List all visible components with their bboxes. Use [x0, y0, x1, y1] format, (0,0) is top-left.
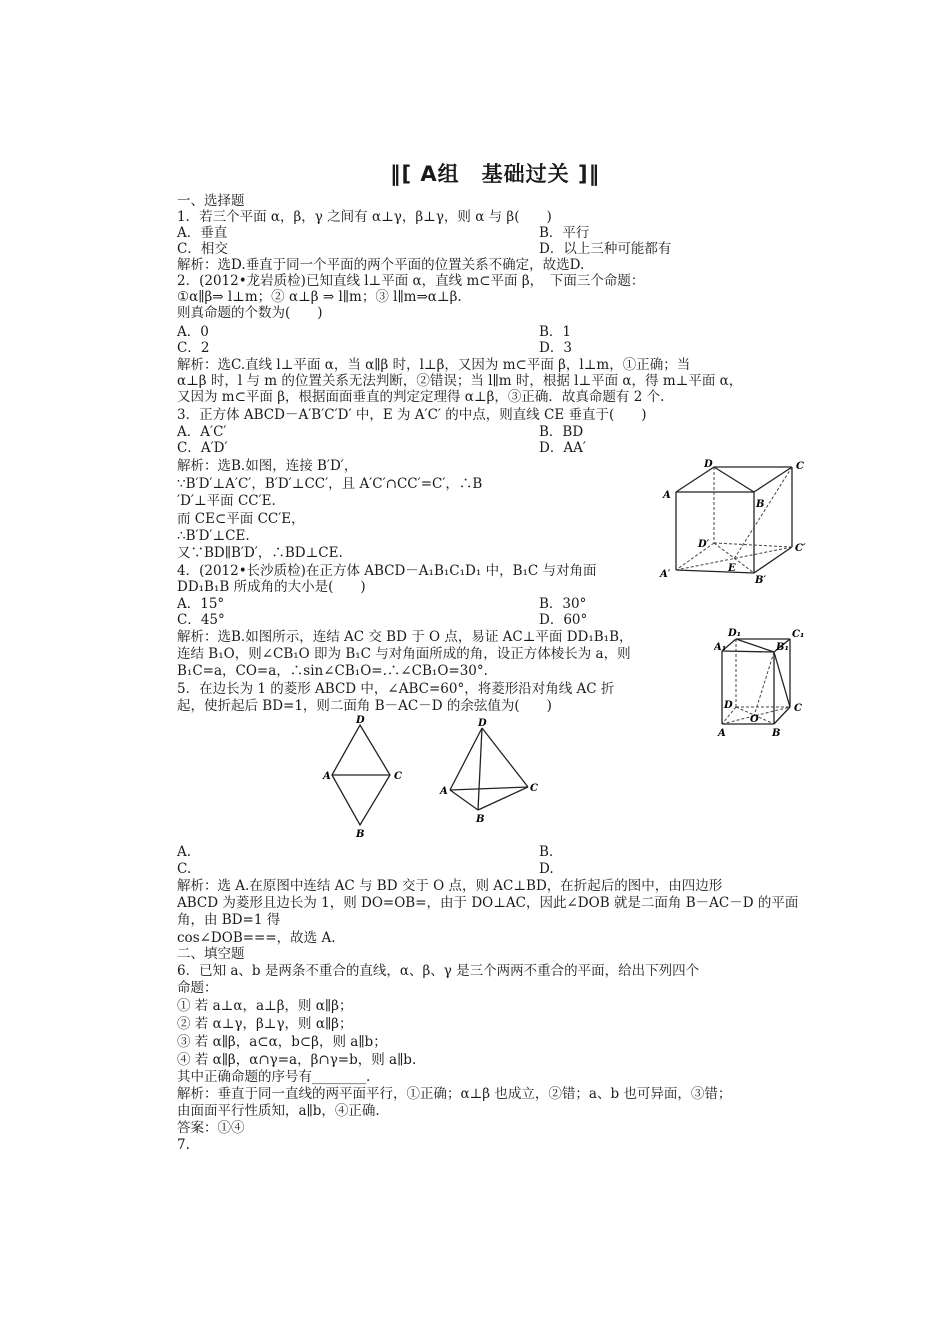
q5-option-c: C.	[177, 861, 192, 877]
label-E: E	[728, 563, 736, 574]
label-B1: B₁	[776, 642, 789, 653]
q4-option-c: C．45°	[177, 612, 225, 628]
q5-option-a: A.	[177, 844, 192, 860]
q3-analysis-1: 解析：选B.如图，连接 B′D′，	[177, 458, 358, 474]
q4-option-d: D．60°	[539, 612, 588, 628]
q1-option-d: D．以上三种可能都有	[539, 241, 672, 257]
q5-option-d: D.	[539, 861, 554, 877]
q6-prop-2: ② 若 α⊥γ，β⊥γ，则 α∥β；	[177, 1016, 353, 1032]
q4-option-b: B．30°	[539, 596, 587, 612]
q2-option-c: C．2	[177, 340, 210, 356]
label-Ap: A′	[660, 569, 671, 580]
q2-option-b: B．1	[539, 324, 572, 340]
q6-analysis-2: 由面面平行性质知，a∥b，④正确.	[177, 1103, 380, 1119]
rhombus-figure	[318, 715, 408, 840]
q3-option-b: B．BD	[539, 424, 584, 440]
q2-analysis-2: α⊥β 时，l 与 m 的位置关系无法判断，②错误；当 l∥m 时，根据 l⊥平面 α，得 m⊥平面 α，	[177, 373, 743, 389]
q3-option-d: D．AA′	[539, 440, 586, 456]
q7-number: 7.	[177, 1137, 190, 1153]
label-B: B	[356, 829, 365, 840]
label-D: D	[704, 459, 713, 470]
label-D: D	[724, 700, 733, 711]
q4-stem-2: DD₁B₁B 所成角的大小是( )	[177, 579, 366, 595]
q6-answer: 答案：①④	[177, 1120, 245, 1136]
q5-analysis-4: cos∠DOB===，故选 A.	[177, 930, 336, 946]
q2-analysis-3: 又因为 m⊂平面 β，根据面面垂直的判定定理得 α⊥β，③正确．故真命题有 2 个.	[177, 389, 665, 405]
label-Cp: C′	[795, 543, 806, 554]
q5-analysis-1: 解析：选 A.在原图中连结 AC 与 BD 交于 O 点，则 AC⊥BD，在折起后的图中，由四边形	[177, 878, 723, 894]
q5-option-b: B.	[539, 844, 554, 860]
q6-prop-4: ④ 若 α∥β，α∩γ=a，β∩γ=b，则 a∥b.	[177, 1052, 417, 1068]
label-C: C	[796, 461, 804, 472]
q5-analysis-2: ABCD 为菱形且边长为 1，则 DO=OB=，由于 DO⊥AC，因此∠DOB 就是二面角 B－AC－D 的平面	[177, 895, 799, 911]
q2-ask: 则真命题的个数为( )	[177, 305, 323, 321]
label-A1: A₁	[714, 642, 727, 653]
q4-analysis-3: B₁C=a，CO=a，∴sin∠CB₁O=.∴∠CB₁O=30°.	[177, 663, 488, 679]
q5-stem-1: 5．在边长为 1 的菱形 ABCD 中，∠ABC=60°，将菱形沿对角线 AC 折	[177, 681, 615, 697]
q1-option-a: A．垂直	[177, 225, 228, 241]
tetrahedron-figure	[432, 718, 542, 828]
q6-ask: 其中正确命题的序号有________.	[177, 1069, 371, 1085]
q6-stem-2: 命题：	[177, 980, 218, 996]
label-A: A	[718, 728, 726, 739]
q3-option-c: C．A′D′	[177, 440, 228, 456]
label-Bp: B′	[755, 575, 767, 586]
label-D: D	[478, 718, 487, 729]
label-B: B	[476, 814, 485, 825]
label-B: B	[756, 499, 765, 510]
q6-prop-1: ① 若 a⊥α，a⊥β，则 α∥β；	[177, 998, 353, 1014]
cube-figure-q3	[658, 455, 820, 590]
q1-option-c: C．相交	[177, 241, 228, 257]
q3-analysis-5: ∴B′D′⊥CE.	[177, 528, 250, 544]
cube-figure-q4	[714, 624, 814, 742]
label-C: C	[530, 783, 538, 794]
label-A: A	[663, 490, 671, 501]
q2-stem: 2．(2012•龙岩质检)已知直线 l⊥平面 α，直线 m⊂平面 β， 下面三个命题：	[177, 273, 645, 289]
q2-option-d: D．3	[539, 340, 572, 356]
label-O: O	[750, 714, 759, 725]
q3-analysis-3: ′D′⊥平面 CC′E.	[177, 493, 276, 509]
q4-option-a: A．15°	[177, 596, 225, 612]
q2-props: ①α∥β⇒ l⊥m；② α⊥β ⇒ l∥m；③ l∥m⇒α⊥β.	[177, 289, 462, 305]
q5-analysis-3: 角，由 BD=1 得	[177, 912, 281, 928]
page-title: ‖[ A组 基础过关 ]‖	[390, 162, 601, 186]
q3-option-a: A．A′C′	[177, 424, 227, 440]
label-A: A	[323, 771, 331, 782]
q2-analysis-1: 解析：选C.直线 l⊥平面 α，当 α∥β 时，l⊥β，又因为 m⊂平面 β，l⊥m，①正确；当	[177, 357, 691, 373]
label-D1: D₁	[728, 628, 742, 639]
section-choice: 一、选择题	[177, 193, 245, 209]
q3-analysis-4: 而 CE⊂平面 CC′E，	[177, 511, 305, 527]
q6-prop-3: ③ 若 α∥β，a⊂α，b⊂β，则 a∥b；	[177, 1034, 387, 1050]
q4-stem-1: 4．(2012•长沙质检)在正方体 ABCD－A₁B₁C₁D₁ 中，B₁C 与对角面	[177, 563, 597, 579]
q4-analysis-1: 解析：选B.如图所示，连结 AC 交 BD 于 O 点，易证 AC⊥平面 DD₁B₁B，	[177, 629, 633, 645]
q3-analysis-6: 又∵BD∥B′D′，∴BD⊥CE.	[177, 545, 343, 561]
q6-stem-1: 6．已知 a、b 是两条不重合的直线，α、β、γ 是三个两两不重合的平面，给出下列四个	[177, 963, 700, 979]
q6-analysis-1: 解析：垂直于同一直线的两平面平行，①正确；α⊥β 也成立，②错；a、b 也可异面，③错；	[177, 1086, 732, 1102]
label-C: C	[794, 703, 802, 714]
label-A: A	[440, 786, 448, 797]
label-B: B	[772, 728, 781, 739]
q1-option-b: B．平行	[539, 225, 590, 241]
section-fill: 二、填空题	[177, 946, 245, 962]
q2-option-a: A．0	[177, 324, 209, 340]
label-C: C	[394, 771, 402, 782]
q3-analysis-2: ∵B′D′⊥A′C′，B′D′⊥CC′，且 A′C′∩CC′=C′，∴B	[177, 476, 483, 492]
label-D: D	[356, 715, 365, 726]
q1-stem: 1．若三个平面 α，β，γ 之间有 α⊥γ，β⊥γ，则 α 与 β( )	[177, 209, 552, 225]
label-C1: C₁	[792, 629, 805, 640]
q5-stem-2: 起，使折起后 BD=1，则二面角 B－AC－D 的余弦值为( )	[177, 698, 552, 714]
q1-analysis: 解析：选D.垂直于同一个平面的两个平面的位置关系不确定，故选D.	[177, 257, 585, 273]
q4-analysis-2: 连结 B₁O，则∠CB₁O 即为 B₁C 与对角面所成的角，设正方体棱长为 a，则	[177, 646, 631, 662]
q3-stem: 3．正方体 ABCD－A′B′C′D′ 中，E 为 A′C′ 的中点，则直线 CE 垂直于( )	[177, 407, 647, 423]
label-Dp: D′	[698, 539, 710, 550]
